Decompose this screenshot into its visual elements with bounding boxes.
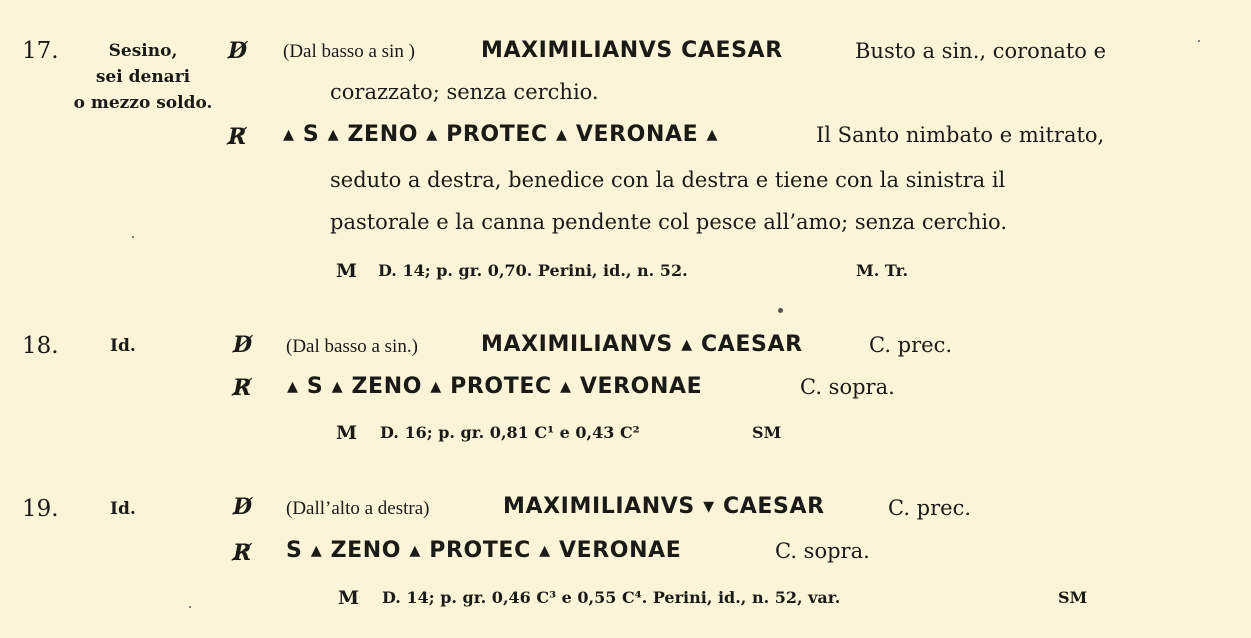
collection-mark: M. Tr. [856,261,909,280]
reverse-description-line: pastorale e la canna pendente col pesce all’amo; senza cerchio. [330,210,1008,234]
paper-speck [132,236,134,238]
obverse-direction: (Dal basso a sin.) [286,336,418,357]
denomination: Id. [110,336,136,356]
metal-mark: M [336,260,358,282]
reverse-legend: S ▴ ZENO ▴ PROTEC ▴ VERONAE [286,538,682,563]
specimen-details: D. 14; p. gr. 0,46 C³ e 0,55 C⁴. Perini, id., n. 52, var. [382,588,841,607]
denomination-line: o mezzo soldo. [73,93,213,113]
obverse-description-cont: corazzato; senza cerchio. [330,80,599,104]
obverse-description: C. prec. [869,333,953,357]
collection-mark: SM [752,423,782,442]
reverse-symbol: R̸ [233,540,252,566]
paper-speck [1198,40,1200,42]
denomination: Id. [110,499,136,519]
entry-number: 17. [22,38,59,64]
entry-number: 19. [22,496,59,522]
obverse-legend: MAXIMILIANVS ▴ CAESAR [481,332,803,357]
reverse-description: C. sopra. [775,539,870,563]
reverse-symbol: R̸ [228,124,247,150]
reverse-description: Il Santo nimbato e mitrato, [816,123,1105,147]
reverse-legend: ▴ S ▴ ZENO ▴ PROTEC ▴ VERONAE ▴ [283,122,719,147]
metal-mark: M [336,422,358,444]
collection-mark: SM [1058,588,1088,607]
obverse-direction: (Dal basso a sin ) [283,41,415,62]
denomination-line: Sesino, [108,41,178,61]
metal-mark: M [338,587,360,609]
denomination [58,38,228,116]
obverse-symbol: D̸ [228,38,248,64]
obverse-legend: MAXIMILIANVS CAESAR [481,38,783,63]
obverse-legend: MAXIMILIANVS ▾ CAESAR [503,494,825,519]
specimen-details: D. 16; p. gr. 0,81 C¹ e 0,43 C² [380,423,640,442]
entry-number: 18. [22,333,59,359]
denomination-line: sei denari [95,67,191,87]
paper-speck [189,606,191,608]
obverse-direction: (Dall’alto a destra) [286,498,430,519]
obverse-description: Busto a sin., coronato e [855,39,1107,63]
reverse-legend: ▴ S ▴ ZENO ▴ PROTEC ▴ VERONAE [287,374,703,399]
reverse-symbol: R̸ [233,375,252,401]
reverse-description-line: seduto a destra, benedice con la destra e tiene con la sinistra il [330,168,1006,192]
obverse-symbol: D̸ [233,332,253,358]
specimen-details: D. 14; p. gr. 0,70. Perini, id., n. 52. [378,261,688,280]
paper-speck [778,308,783,313]
obverse-symbol: D̸ [233,494,253,520]
obverse-description: C. prec. [888,496,972,520]
reverse-description: C. sopra. [800,375,895,399]
